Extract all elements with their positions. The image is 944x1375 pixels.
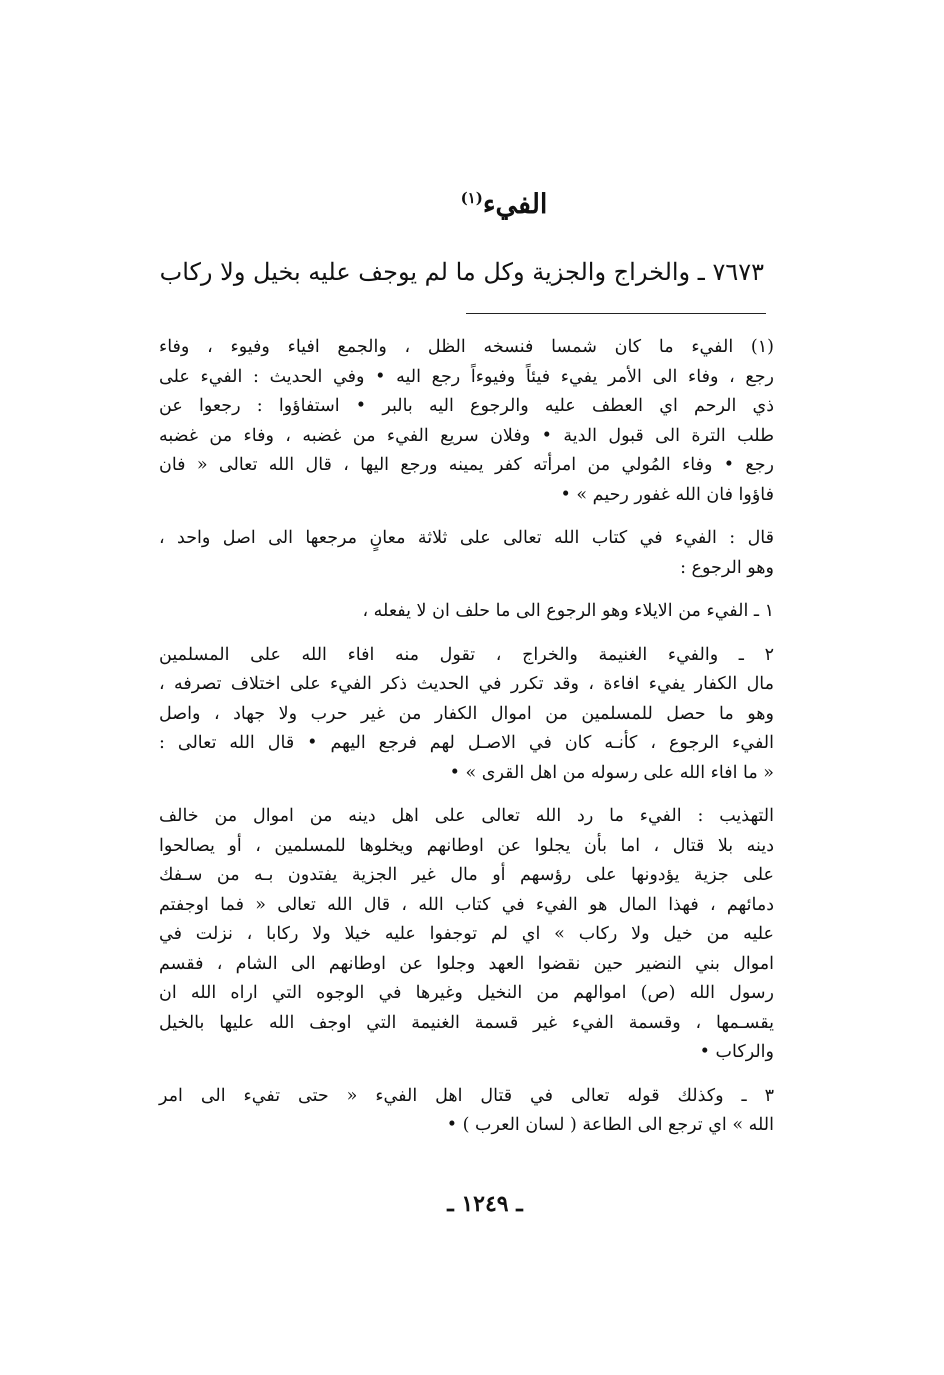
footnote-separator <box>466 313 766 314</box>
entry-heading <box>0 178 944 225</box>
footnote-line: الله » اي ترجع الى الطاعة ( لسان العرب ) • <box>446 1115 774 1135</box>
footnote-line: التهذيب : الفيء ما رد الله تعالى على اهل دينه من اموال من خالف <box>159 806 774 826</box>
footnote-paragraph <box>159 333 774 510</box>
footnote-marker: (١) <box>460 189 483 207</box>
footnote-line: مال الكفار يفيء افاءة ، وقد تكرر في الحديث ذكر الفيء على اختلاف تصرفه ، <box>159 674 774 694</box>
footnote-line: « ما افاء الله على رسوله من اهل القرى » • <box>449 762 774 783</box>
footnote-line: على جزية يؤدونها على رؤسهم أو مال غير الجزية يفتدون بـه من سـفك <box>159 865 774 885</box>
footnote-paragraph <box>159 524 774 583</box>
footnote-line: يقسـمها ، وقسمة الفيء غير قسمة الغنيمة التي اوجف الله عليها بالخيل <box>159 1012 774 1033</box>
footnote-line: رجع • وفاء المُولي من امرأته كفر يمينه ورجع اليها ، قال الله تعالى « فان <box>159 455 774 475</box>
footnote-line: وهو الرجوع : <box>680 557 774 578</box>
footnote-paragraph <box>159 641 774 789</box>
footnote-line: (١) الفيء ما كان شمسا فنسخه الظل ، والجمع افياء وفيوء ، وفاء <box>159 337 774 357</box>
footnote-paragraph <box>159 597 774 627</box>
footnote-line: وهو ما حصل للمسلمين من اموال الكفار من غير حرب ولا جهاد ، واصل <box>159 703 774 724</box>
footnote-line: رجع ، وفاء الى الأمر يفيء فيئاً وفيوءاً رجع اليه • وفي الحديث : الفيء على <box>159 366 774 387</box>
footnote-line: رسول الله (ص) اموالهم من النخيل وغيرها في الوجوه التي اراه الله ان <box>159 983 774 1003</box>
footnote-line: قال : الفيء في كتاب الله تعالى على ثلاثة معانٍ مرجعها الى اصل واحد ، <box>159 528 774 548</box>
footnote-paragraph <box>159 802 774 1068</box>
footnote-section <box>159 333 774 1155</box>
heading-text: الفيء <box>482 189 548 220</box>
footnote-line: طلب الترة الى قبول الدية • وفلان سريع الفيء من غضبه ، وفاء من غضبه <box>159 425 774 446</box>
footnote-line: دمائهم ، فهذا المال هو الفيء في كتاب الله ، قال الله تعالى « فما اوجفتم <box>159 894 774 915</box>
footnote-line: والركاب • <box>699 1042 774 1062</box>
page-number: ـ ١٢٤٩ ـ <box>447 1191 523 1217</box>
entry-line: ٧٦٧٣ ـ والخراج والجزية وكل ما لم يوجف عليه بخيل ولا ركاب <box>159 258 764 286</box>
footnote-line: عليه من خيل ولا ركاب » اي لم توجفوا عليه خيلا ولا ركابا ، نزلت في <box>159 924 774 944</box>
footnote-line: ٢ ـ والفيء الغنيمة والخراج ، تقول منه افاء الله على المسلمين <box>159 644 774 665</box>
footnote-line: دينه بلا قتال ، اما بأن يجلوا عن اوطانهم ويخلوها للمسلمين ، أو يصالحوا <box>159 835 774 856</box>
footnote-line: فاؤوا فان الله غفور رحيم » • <box>560 484 774 505</box>
footnote-line: ١ ـ الفيء من الايلاء وهو الرجوع الى ما حلف ان لا يفعله ، <box>362 601 774 621</box>
footnote-line: اموال بني النضير حين نقضوا العهد وجلوا عن اوطانهم الى الشام ، فقسم <box>159 953 774 974</box>
footnote-line: ذي الرحم اي العطف عليه والرجوع اليه بالبر • استفاؤوا : رجعوا عن <box>159 396 774 416</box>
footnote-paragraph <box>159 1082 774 1141</box>
footnote-line: الفيء الرجوع ، كأنـه كان في الاصـل لهم فرجع اليهم • قال الله تعالى : <box>159 733 774 753</box>
footnote-line: ٣ ـ وكذلك قوله تعالى في قتال اهل الفيء « حتى تفيء الى امر <box>159 1085 774 1106</box>
